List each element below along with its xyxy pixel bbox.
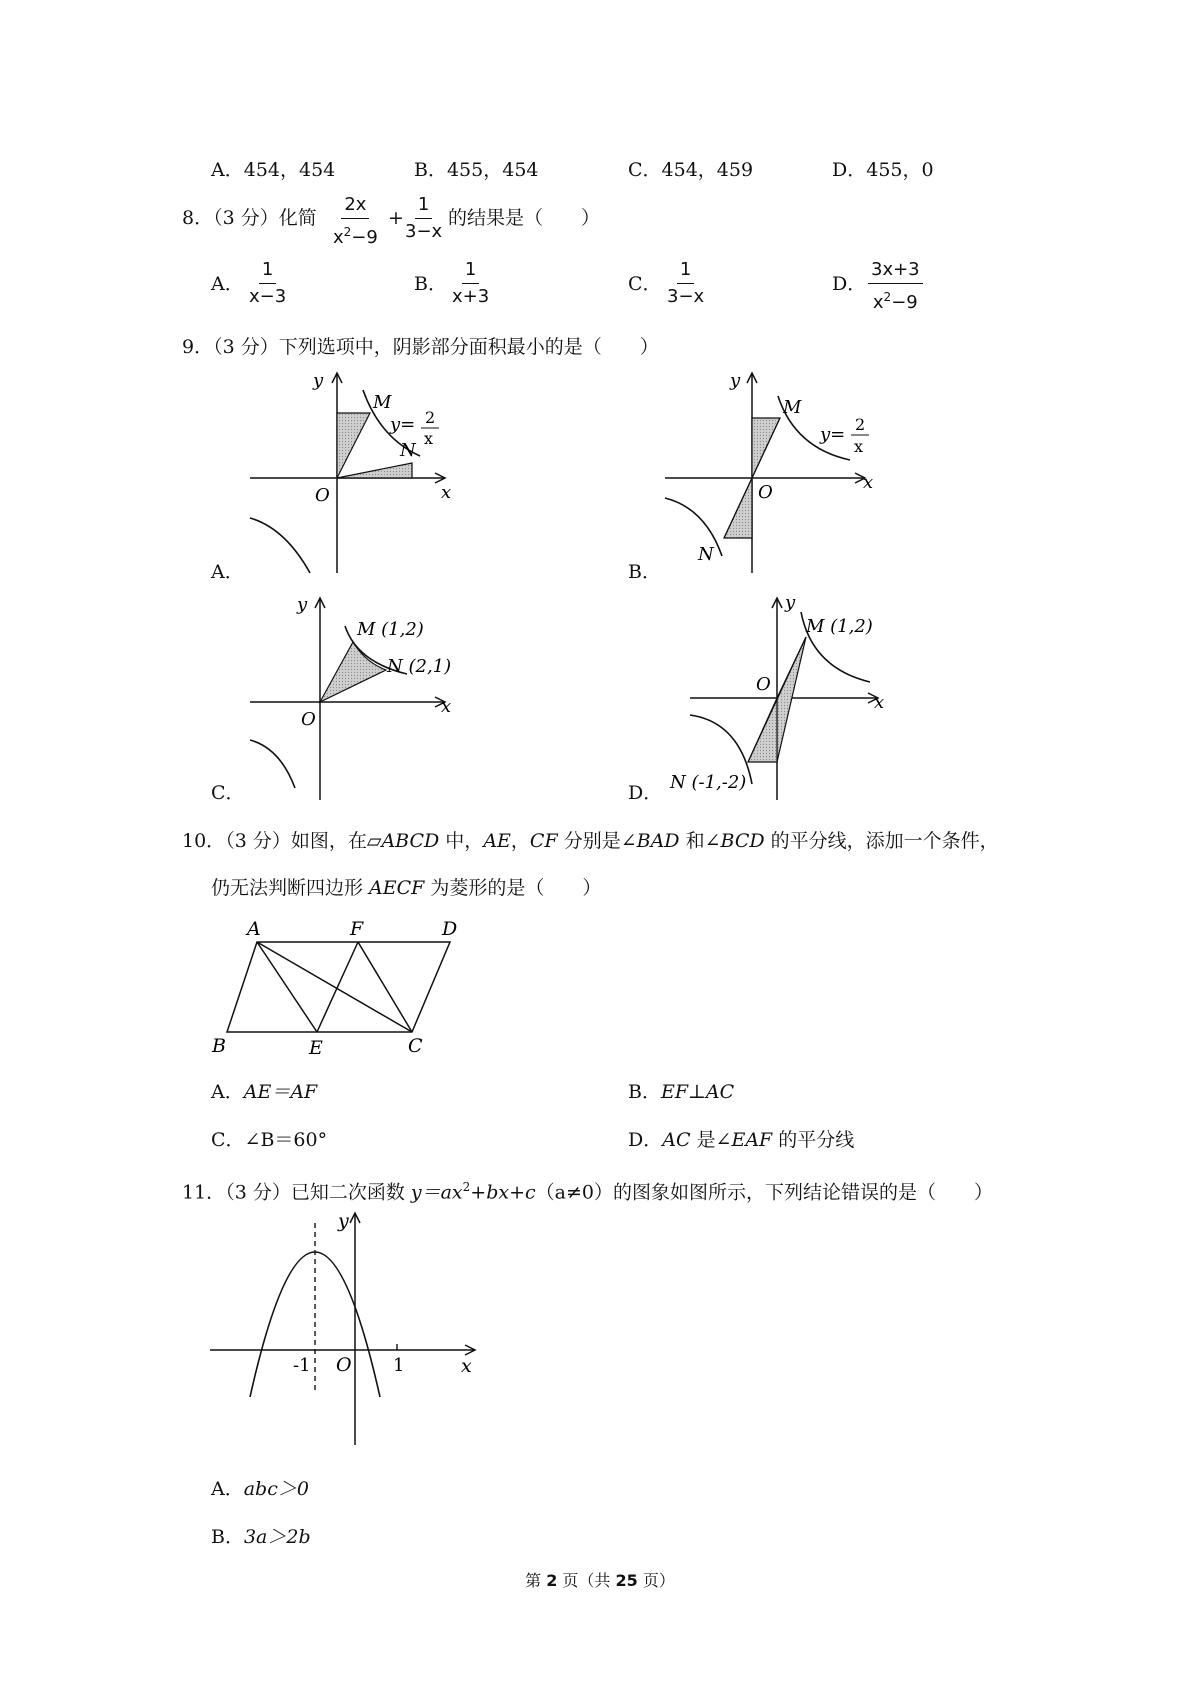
label-one: 1 <box>393 1355 405 1376</box>
q8-option-c: $\frac{1}{3-x}$ <box>667 259 705 307</box>
q8-option-b: $\frac{1}{x+3}$ <box>452 259 490 307</box>
label-o: O <box>758 482 773 503</box>
q8-number: 8．（3 分）化简 <box>182 207 317 229</box>
label-y: y <box>338 1210 349 1232</box>
q9-graph-b <box>660 368 885 578</box>
label-x: x <box>874 692 885 713</box>
label-y: y <box>730 370 741 391</box>
q10-option-b: B．EF⊥AC <box>628 1081 735 1103</box>
label-o: O <box>336 1354 352 1376</box>
parallelogram-abcd <box>227 942 450 1032</box>
q8-option-d: $\frac{3x+3}{x^2-9}$ <box>868 259 923 314</box>
label-o: O <box>301 709 316 730</box>
q8-option-d-label: D． <box>832 273 867 295</box>
q9-graph-a <box>245 368 465 578</box>
q9-graph-d <box>660 590 890 805</box>
label-x: x <box>863 472 874 493</box>
shaded-region <box>320 642 386 702</box>
q7-option-d: D．455，0 <box>832 159 934 181</box>
q7-option-b: B．455，454 <box>414 159 539 181</box>
q7-option-a: A．454，454 <box>211 159 336 181</box>
label-m: M <box>373 392 392 413</box>
q10-option-c: C．∠B＝60° <box>211 1129 328 1151</box>
label-n: N <box>698 544 714 565</box>
q8-option-b-label: B． <box>414 273 447 295</box>
q9-graph-c <box>245 590 465 800</box>
label-function: y= <box>390 414 416 435</box>
q9-option-c-label: C． <box>211 782 245 804</box>
label-x: x <box>441 696 452 717</box>
label-o: O <box>756 674 771 695</box>
q8-fraction-1: $\frac{2x}{x^2-9}$ <box>333 194 378 248</box>
q11-parabola-graph <box>205 1205 490 1450</box>
label-c: C <box>408 1035 423 1057</box>
shaded-triangle-on <box>337 463 412 478</box>
q10-option-a: A．AE＝AF <box>211 1081 318 1103</box>
label-n-coord: N (2,1) <box>387 656 452 677</box>
label-y: y <box>313 370 324 391</box>
q10-stem-line2: 仍无法判断四边形 AECF 为菱形的是（ ） <box>211 877 602 899</box>
label-function-den: x <box>854 437 864 456</box>
shaded-triangle-top <box>777 637 806 762</box>
label-y: y <box>297 594 308 615</box>
label-x: x <box>441 482 452 503</box>
label-function-num: 2 <box>855 415 866 434</box>
segment-fc <box>358 942 412 1032</box>
q10-stem-line1: 10．（3 分）如图，在▱ABCD 中，AE，CF 分别是∠BAD 和∠BCD 的平分线，添加一个条件， <box>182 830 999 852</box>
q8-fraction-2: $\frac{1}{3-x}$ <box>405 194 443 242</box>
q8-option-a-label: A． <box>211 273 244 295</box>
hyperbola-branch-3 <box>250 740 295 788</box>
shaded-triangle-om <box>337 413 370 478</box>
label-function-num: 2 <box>425 408 436 427</box>
label-n-coord: N (-1,-2) <box>670 772 747 793</box>
segment-ac <box>257 942 412 1032</box>
label-function-den: x <box>424 429 434 448</box>
label-o: O <box>315 485 330 506</box>
label-m-coord: M (1,2) <box>357 619 424 640</box>
label-m: M <box>783 397 802 418</box>
label-m-coord: M (1,2) <box>806 616 873 637</box>
label-d: D <box>442 918 458 940</box>
q7-option-c: C．454，459 <box>628 159 754 181</box>
hyperbola-branch-3 <box>250 518 310 573</box>
label-x: x <box>461 1355 472 1377</box>
label-b: B <box>212 1035 226 1057</box>
q8-option-a: $\frac{1}{x-3}$ <box>249 259 287 307</box>
q9-option-b-label: B． <box>628 561 661 583</box>
q8-option-c-label: C． <box>628 273 662 295</box>
label-n: N <box>400 440 416 461</box>
q9-stem: 9．（3 分）下列选项中，阴影部分面积最小的是（ ） <box>182 336 659 358</box>
label-e: E <box>309 1037 323 1057</box>
q8-stem-tail: 的结果是（ ） <box>448 207 601 229</box>
label-a: A <box>247 918 261 940</box>
q11-stem: 11．（3 分）已知二次函数 $y=ax^2+bx+c(a\ne 0)$的图象如图所示，下列结论错误的是（ ） <box>182 1180 994 1204</box>
segment-ef <box>317 942 358 1032</box>
label-y: y <box>785 592 796 613</box>
q9-option-a-label: A． <box>211 561 244 583</box>
q9-option-d-label: D． <box>628 782 663 804</box>
segment-ae <box>257 942 317 1032</box>
page-footer: 第 2 页（共 25 页） <box>525 1571 675 1590</box>
q11-option-b: B．3a＞2b <box>211 1526 311 1548</box>
label-neg1: -1 <box>293 1355 311 1376</box>
q10-option-d: D．AC 是∠EAF 的平分线 <box>628 1129 855 1151</box>
label-function: y= <box>820 424 846 445</box>
q8-plus: + <box>388 207 404 229</box>
label-f: F <box>350 918 364 940</box>
q11-option-a: A．abc＞0 <box>211 1478 309 1500</box>
q10-parallelogram-figure <box>205 915 465 1057</box>
